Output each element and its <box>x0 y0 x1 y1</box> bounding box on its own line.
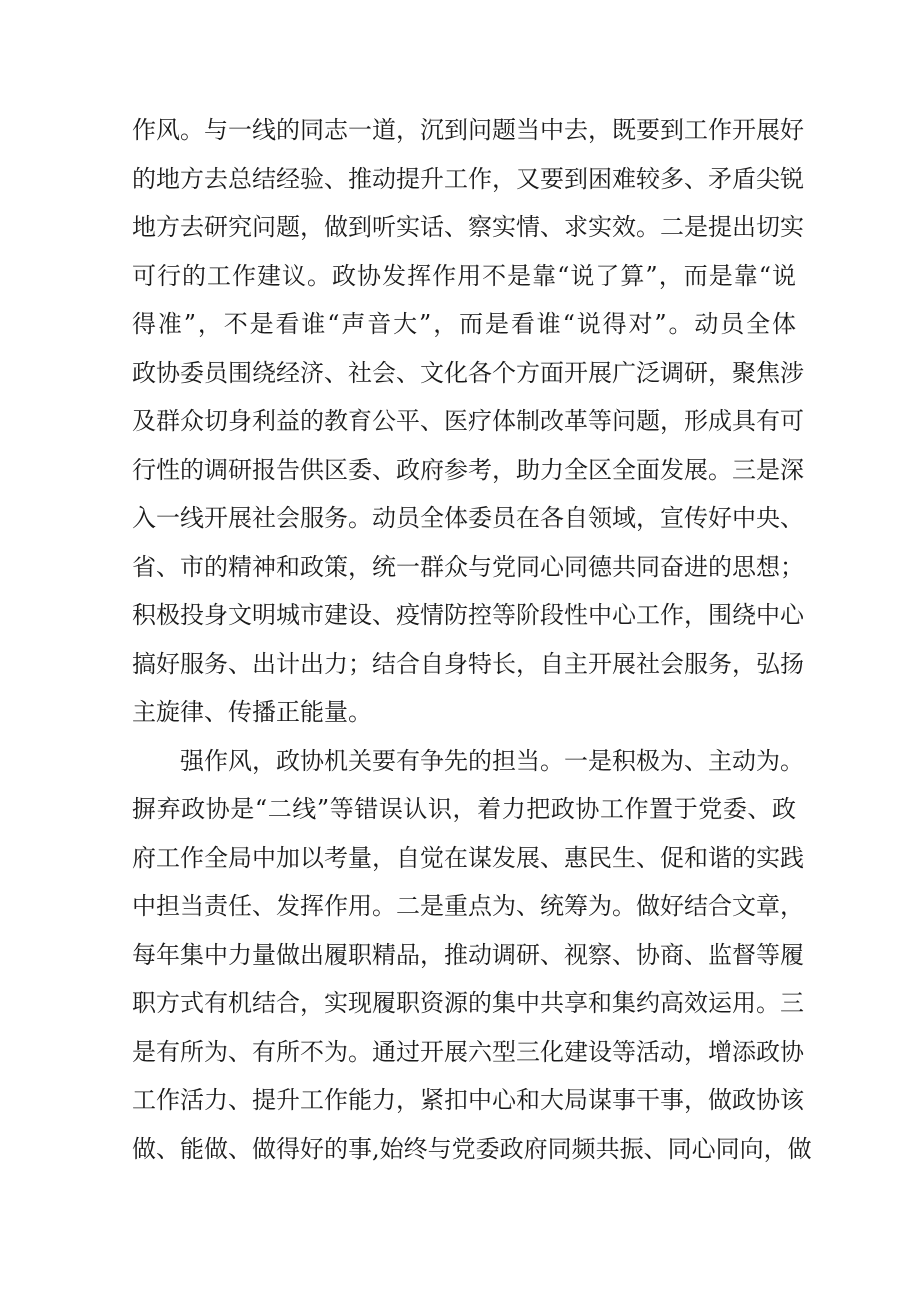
text-line: 搞好服务、出计出力；结合自身特长，自主开展社会服务，弘扬 <box>132 649 804 678</box>
text-line: 强作风，政协机关要有争先的担当。一是积极为、主动为。 <box>180 746 804 775</box>
text-line: 是有所为、有所不为。通过开展六型三化建设等活动，增添政协 <box>132 1037 804 1066</box>
text-line: 主旋律、传播正能量。 <box>132 698 372 726</box>
text-line: 省、市的精神和政策，统一群众与党同心同德共同奋进的思想； <box>132 552 804 581</box>
text-line: 的地方去总结经验、推动提升工作，又要到困难较多、矛盾尖锐 <box>132 164 804 193</box>
text-line: 政协委员围绕经济、社会、文化各个方面开展广泛调研，聚焦涉 <box>132 358 804 387</box>
document-body <box>132 106 812 1173</box>
text-line: 积极投身文明城市建设、疫情防控等阶段性中心工作，围绕中心 <box>132 601 804 629</box>
paragraph-1 <box>132 106 804 737</box>
text-line: 得准”，不是看谁“声音大”，而是看谁“说得对”。动员全体 <box>132 310 796 338</box>
text-line: 职方式有机结合，实现履职资源的集中共享和集约高效运用。三 <box>132 989 804 1017</box>
text-line: 及群众切身利益的教育公平、医疗体制改革等问题，形成具有可 <box>132 407 804 435</box>
text-line: 地方去研究问题，做到听实话、察实情、求实效。二是提出切实 <box>132 213 804 241</box>
text-line: 入一线开展社会服务。动员全体委员在各自领域，宣传好中央、 <box>132 504 804 532</box>
paragraph-2 <box>132 737 812 1174</box>
text-line: 中担当责任、发挥作用。二是重点为、统筹为。做好结合文章， <box>132 892 804 920</box>
text-line: 摒弃政协是“二线”等错误认识，着力把政协工作置于党委、政 <box>132 795 796 823</box>
text-line: 可行的工作建议。政协发挥作用不是靠“说了算”，而是靠“说 <box>132 261 796 290</box>
text-line: 每年集中力量做出履职精品，推动调研、视察、协商、监督等履 <box>132 940 804 969</box>
text-line: 做、能做、做得好的事,始终与党委政府同频共振、同心同向，做 <box>132 1134 812 1163</box>
text-line: 府工作全局中加以考量，自觉在谋发展、惠民生、促和谐的实践 <box>132 843 804 872</box>
text-line: 作风。与一线的同志一道，沉到问题当中去，既要到工作开展好 <box>132 116 804 144</box>
text-line: 工作活力、提升工作能力，紧扣中心和大局谋事干事，做政协该 <box>132 1086 804 1114</box>
text-line: 行性的调研报告供区委、政府参考，助力全区全面发展。三是深 <box>132 455 804 484</box>
